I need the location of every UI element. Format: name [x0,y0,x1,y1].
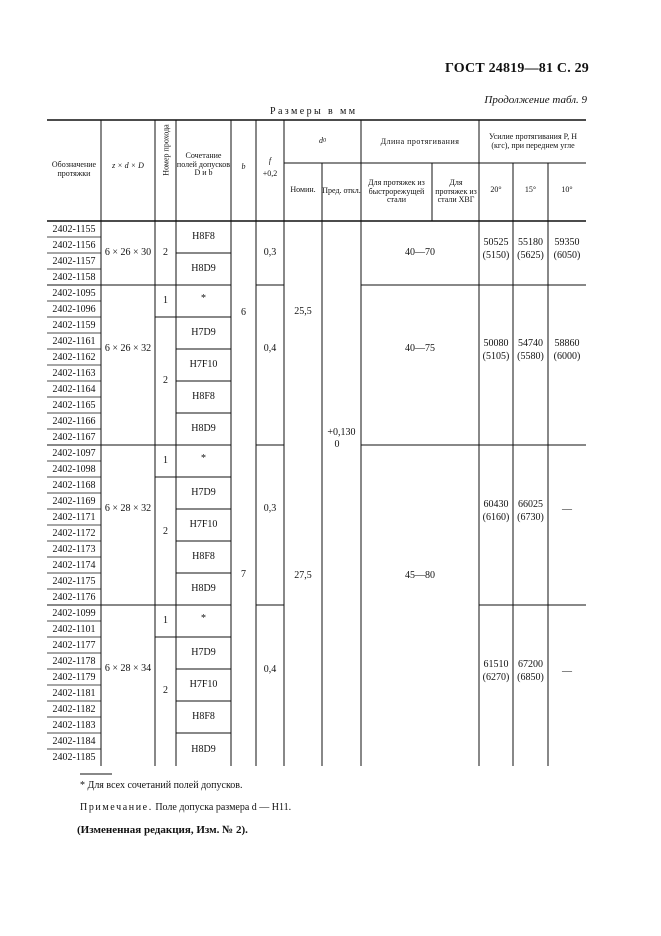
force-15-kgs-cell: (5625) [517,250,544,262]
designation-code: 2402-1175 [52,575,96,587]
designation-code: 2402-1101 [52,623,96,635]
tolerance-cell: H8D9 [191,423,216,435]
header-d0 [284,132,361,150]
force-15-cell: 55180 [518,237,543,249]
header-angle-20: 20° [490,184,502,194]
length-cell: 45—80 [405,570,435,582]
designation-code: 2402-1161 [52,335,96,347]
force-10-cell: — [562,504,572,516]
designation-code: 2402-1176 [52,591,96,603]
header-length: Длина протягивания [380,136,460,146]
pass-number-cell: 2 [163,526,168,538]
size-cell: 6 × 28 × 32 [104,503,152,515]
pass-number-cell: 1 [163,455,168,467]
force-20-kgs-cell: (5105) [482,351,510,363]
designation-code: 2402-1169 [52,495,96,507]
designation-code: 2402-1173 [52,543,96,555]
designation-code: 2402-1162 [52,351,96,363]
note-label: Примечание. [80,802,153,813]
footnote-star: * Для всех сочетаний полей допусков. [80,780,243,791]
tolerance-cell: H8D9 [191,263,216,275]
tolerance-cell: H8F8 [192,551,215,563]
b-cell: 7 [241,569,246,581]
designation-code: 2402-1158 [52,271,96,283]
designation-code: 2402-1174 [52,559,96,571]
tolerance-cell: H8D9 [191,583,216,595]
force-15-cell: 54740 [518,338,543,350]
designation-code: 2402-1096 [52,303,96,315]
pass-number-cell: 2 [163,375,168,387]
pass-number-cell: 2 [163,247,168,259]
designation-code: 2402-1163 [52,367,96,379]
designation-code: 2402-1172 [52,527,96,539]
header-length-fast-steel: Для протяжек из быстрорежущей стали [368,177,425,205]
header-force: Усилие протягивания P, Н (кгс), при переднем угле [489,132,577,150]
designation-code: 2402-1167 [52,431,96,443]
header-d0-symbol: d [319,135,323,145]
force-20-kgs-cell: (6270) [482,672,510,684]
header-size: z × d × D [112,160,144,170]
length-cell: 40—75 [405,343,435,355]
force-10-kgs-cell: (6000) [553,351,581,363]
designation-code: 2402-1098 [52,463,96,475]
size-cell: 6 × 26 × 30 [104,247,152,259]
force-10-cell: 58860 [554,338,580,350]
tolerance-cell: H7D9 [191,647,216,659]
f-cell: 0,3 [263,247,277,259]
force-15-cell: 67200 [518,659,543,671]
designation-code: 2402-1157 [52,255,96,267]
pass-number-cell: 1 [163,615,168,627]
force-10-cell: — [562,666,572,678]
header-b: b [241,161,246,171]
force-20-kgs-cell: (6160) [482,512,510,524]
designation-code: 2402-1155 [52,223,96,235]
document-header: ГОСТ 24819—81 С. 29 [445,61,589,76]
f-cell: 0,4 [263,343,277,355]
tolerance-star-cell: * [201,293,206,305]
note-line [80,802,291,813]
designation-code: 2402-1156 [52,239,96,251]
header-angle-15: 15° [524,184,537,194]
tolerance-cell: H7F10 [189,679,218,691]
designation-code: 2402-1166 [52,415,96,427]
force-10-cell: 59350 [554,237,580,249]
designation-code: 2402-1171 [52,511,96,523]
tolerance-cell: H8F8 [192,391,215,403]
designation-code: 2402-1182 [52,703,96,715]
force-20-kgs-cell: (5150) [482,250,510,262]
designation-code: 2402-1159 [52,319,96,331]
tolerance-cell: H7D9 [191,327,216,339]
designation-code: 2402-1168 [52,479,96,491]
force-20-cell: 50525 [483,237,509,249]
designation-code: 2402-1178 [52,655,96,667]
tolerance-cell: H7F10 [189,519,218,531]
header-d0-subscript: 0 [323,137,326,144]
force-10-kgs-cell: (6050) [553,250,581,262]
pass-number-cell: 2 [163,685,168,697]
note-text: Поле допуска размера d — H11. [155,802,292,813]
header-d0-nominal: Номин. [290,184,316,194]
force-15-kgs-cell: (6730) [517,512,544,524]
table-continuation-label: Продолжение табл. 9 [484,94,587,106]
size-cell: 6 × 28 × 34 [104,663,152,675]
f-cell: 0,4 [263,664,277,676]
sizes-caption: Размеры в мм [270,106,358,117]
header-d0-deviation: Пред. откл. [322,185,361,195]
header-angle-10: 10° [561,184,573,194]
length-cell: 40—70 [405,247,435,259]
d0-nominal-cell: 25,5 [294,306,312,318]
header-designation: Обозначение протяжки [51,160,97,178]
tolerance-cell: H7D9 [191,487,216,499]
header-f-tolerance: +0,2 [262,168,278,178]
tolerance-cell: H7F10 [189,359,218,371]
force-15-kgs-cell: (6850) [517,672,544,684]
force-20-cell: 50080 [483,338,509,350]
force-20-cell: 60430 [483,499,509,511]
d0-deviation-cell: +0,130 [327,427,356,439]
tolerance-star-cell: * [201,453,206,465]
pass-number-cell: 1 [163,295,168,307]
header-length-hvg-steel: Для протяжек из стали ХВГ [435,177,477,205]
designation-code: 2402-1183 [52,719,96,731]
tolerance-star-cell: * [201,613,206,625]
designation-code: 2402-1165 [52,399,96,411]
tolerance-cell: H8F8 [192,711,215,723]
d0-nominal-cell: 27,5 [294,570,312,582]
designation-code: 2402-1181 [52,687,96,699]
tolerance-cell: H8D9 [191,743,216,755]
header-f: f [268,155,272,165]
designation-code: 2402-1179 [52,671,96,683]
designation-code: 2402-1095 [52,287,96,299]
tolerance-cell: H8F8 [192,231,215,243]
designation-code: 2402-1097 [52,447,96,459]
designation-code: 2402-1164 [52,383,96,395]
b-cell: 6 [241,307,246,319]
change-note: (Измененная редакция, Изм. № 2). [77,824,248,836]
designation-code: 2402-1177 [52,639,96,651]
designation-code: 2402-1185 [52,751,96,763]
header-tolerance-combo: Сочетание полей допусков D и b [176,150,231,178]
header-pass-number: Номер прохода [161,124,171,176]
force-15-cell: 66025 [518,499,543,511]
designation-code: 2402-1184 [52,735,96,747]
size-cell: 6 × 26 × 32 [104,343,152,355]
force-15-kgs-cell: (5580) [517,351,544,363]
f-cell: 0,3 [263,503,277,515]
d0-deviation-low-cell: 0 [334,439,340,451]
designation-code: 2402-1099 [52,607,96,619]
force-20-cell: 61510 [483,659,509,671]
